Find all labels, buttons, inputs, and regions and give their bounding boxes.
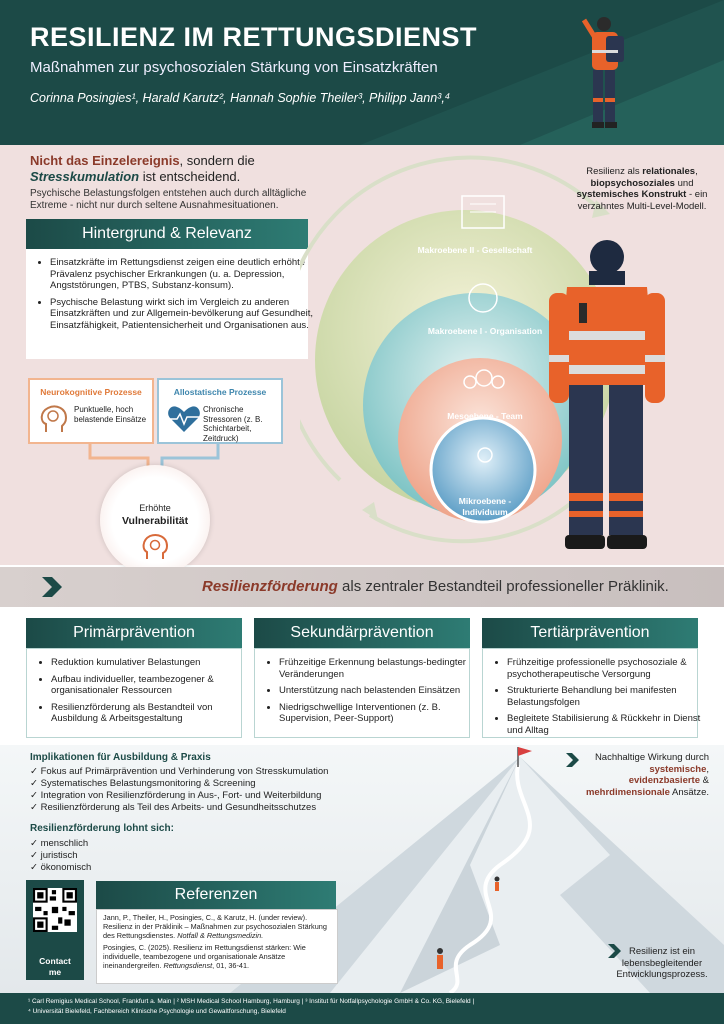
neurokognitive-title: Neurokognitive Prozesse <box>40 387 142 397</box>
ref-part: Posingies, C. (2025). Resilienz im Rettungsdienst stärken: Wie individuelle, teambezogene und organisationale Ansätze ineinandergreifen. <box>103 943 306 970</box>
level-makro2: Makroebene II - Gesellschaft <box>417 245 533 255</box>
secondary-box <box>254 648 470 738</box>
nachhaltig-part: systemische <box>649 763 707 775</box>
list-item: • Reduktion kumulativer Belastungen <box>51 657 247 669</box>
secondary-list <box>265 657 475 730</box>
banner-text <box>202 578 669 595</box>
list-item: • Strukturierte Behandlung bei manifesten Belastungsfolgen <box>507 685 703 708</box>
construct-part: - ein verzahntes Multi-Level-Modell. <box>577 189 708 212</box>
level-mikro-b: Individuum <box>462 507 508 517</box>
nachhaltig-part: , <box>706 763 709 775</box>
hintergrund-list <box>36 257 316 336</box>
list-item: ✓ Resilienzförderung als Teil des Arbeits- und Gesundheitsschutzes <box>30 802 328 814</box>
neurokognitive-box <box>28 378 154 444</box>
vulnerability-title: Vulnerabilität <box>121 515 189 527</box>
heartbeat-icon <box>167 404 201 434</box>
chevron-right-icon <box>42 577 64 597</box>
reference-2 <box>103 943 331 970</box>
list-item: • Unterstützung nach belastenden Einsätzen <box>279 685 475 697</box>
implications-title: Implikationen für Ausbildung & Praxis <box>30 752 211 763</box>
construct-text <box>574 166 710 212</box>
list-item: ✓ Fokus auf Primärprävention und Verhinderung von Stresskumulation <box>30 766 328 778</box>
footer <box>0 993 724 1024</box>
list-item: • Frühzeitige professionelle psychosoziale & psychotherapeutische Versorgung <box>507 657 703 680</box>
construct-part: Resilienz als <box>586 166 643 177</box>
hintergrund-heading: Hintergrund & Relevanz <box>26 219 308 249</box>
allostatische-box <box>157 378 283 444</box>
list-item: • Niedrigschwellige Interventionen (z. B. Supervision, Peer-Support) <box>279 702 475 725</box>
authors: Corinna Posingies¹, Harald Karutz², Hannah Sophie Theiler³, Philipp Jann³,⁴ <box>30 91 451 105</box>
poster-title: RESILIENZ IM RETTUNGSDIENST <box>30 22 478 52</box>
level-meso: Mesoebene - Team <box>447 411 523 421</box>
contact-line: me <box>48 967 62 977</box>
list-item: • Begleitete Stabilisierung & Rückkehr in Dienst und Alltag <box>507 713 703 736</box>
construct-part: systemisches Konstrukt <box>576 189 687 200</box>
tertiary-heading: Tertiärprävention <box>482 618 698 648</box>
list-item: ✓ Systematisches Belastungsmonitoring & Screening <box>30 778 328 790</box>
lohnt-title: Resilienzförderung lohnt sich: <box>30 823 174 834</box>
nachhaltig-part: Nachhaltige Wirkung durch <box>594 752 709 763</box>
nachhaltig-part: evidenzbasierte <box>628 775 701 786</box>
construct-part: biopsychosoziales <box>590 177 675 189</box>
ref-part: Rettungsdienst <box>163 961 213 970</box>
list-item: • Psychische Belastung wirkt sich im Vergleich zu anderen Einsatzkräften und zur Allgemein-bevölkerung auf Gesundheit, Einsatzfähigkeit, Patientensicherheit und Organisationen aus. <box>50 297 316 332</box>
construct-part: , <box>695 166 698 177</box>
paramedic-figure-icon <box>582 14 630 136</box>
footer-affiliations: ⁴ Universität Bielefeld, Fachbereich Klinische Psychologie und Gewaltforschung, Bielefeld <box>28 1008 286 1015</box>
list-item: • Einsatzkräfte im Rettungsdienst zeigen eine deutlich erhöhte Prävalenz psychischer Erkrankungen (u. a. Depression, Angststörungen, PTBS, Substanz-konsum). <box>50 257 316 292</box>
intro-lead <box>30 153 310 185</box>
allostatische-title: Allostatische Prozesse <box>173 387 267 397</box>
secondary-heading: Sekundärprävention <box>254 618 470 648</box>
nachhaltig-part: Ansätze. <box>669 786 709 798</box>
contact-line: Contact <box>39 956 71 966</box>
ref-part: , 01, 36-41. <box>212 961 250 970</box>
chevron-right-icon <box>566 753 580 767</box>
qr-code-icon[interactable] <box>33 888 77 932</box>
reference-1 <box>103 913 331 940</box>
neurokognitive-desc: Punktuelle, hoch belastende Einsätze <box>74 405 147 424</box>
list-item: ✓ menschlich <box>30 838 91 850</box>
contact-label[interactable] <box>26 956 84 978</box>
nachhaltig-text <box>583 752 709 798</box>
nachhaltig-part: & <box>700 775 709 786</box>
primary-heading: Primärprävention <box>26 618 242 648</box>
list-item: • Frühzeitige Erkennung belastungs-bedingter Veränderungen <box>279 657 475 680</box>
allostatische-desc: Chronische Stressoren (z. B. Schichtarbeit, Zeitdruck) <box>203 405 263 443</box>
brain-head-icon <box>38 404 68 434</box>
level-mikro-a: Mikroebene - <box>458 496 512 506</box>
list-item: ✓ juristisch <box>30 850 91 862</box>
list-item: • Resilienzförderung als Bestandteil von Ausbildung & Arbeitsgestaltung <box>51 702 247 725</box>
paramedic-figure-icon <box>545 235 670 555</box>
construct-part: relationales <box>642 166 696 177</box>
vulnerability-label: Erhöhte <box>139 503 171 513</box>
construct-part: und <box>674 177 694 189</box>
banner-bold: Resilienzförderung <box>202 578 338 595</box>
list-item: • Aufbau individueller, teambezogener & organisationaler Ressourcen <box>51 674 247 697</box>
ref-part: Notfall & Rettungsmedizin. <box>177 931 264 940</box>
brain-icon <box>141 533 169 561</box>
ref-part: Jann, P., Theiler, H., Posingies, C., & Karutz, H. (under review). Resilienz in der Präklinik – Maßnahmen zur psychosozialen Stärkung des Rettungsdienstes. <box>103 913 327 940</box>
primary-list <box>37 657 247 730</box>
implications-list <box>30 766 328 814</box>
intro-text: Psychische Belastungsfolgen entstehen auch durch alltägliche Extreme - nicht nur durch seltene Ausnahmesituationen. <box>30 188 307 211</box>
level-makro1: Makroebene I - Organisation <box>427 326 543 336</box>
nachhaltig-part: mehrdimensionale <box>585 786 670 798</box>
primary-box <box>26 648 242 738</box>
lifelong-text: Resilienz ist ein lebensbegleitender Entwicklungsprozess. <box>616 946 708 980</box>
intro-lead-part: ist entscheidend. <box>139 169 241 184</box>
references-box <box>96 909 338 984</box>
intro-lead-part: , sondern die <box>179 153 255 168</box>
list-item: ✓ Integration von Resilienzförderung in Aus-, Fort- und Weiterbildung <box>30 790 328 802</box>
tertiary-box <box>482 648 701 738</box>
tertiary-list <box>493 657 703 741</box>
poster-subtitle: Maßnahmen zur psychosozialen Stärkung von Einsatzkräften <box>30 59 438 76</box>
lohnt-list <box>30 838 91 874</box>
list-item: ✓ ökonomisch <box>30 862 91 874</box>
footer-affiliations: ¹ Carl Remigius Medical School, Frankfurt a. Main | ² MSH Medical School Hamburg, Hamburg | ³ Institut für Notfallpsychologie GmbH & Co. KG, Bielefeld | <box>28 998 475 1005</box>
references-heading: Referenzen <box>96 881 336 909</box>
banner-rest: als zentraler Bestandteil professioneller Präklinik. <box>337 578 669 595</box>
intro-lead-part: Stresskumulation <box>30 169 140 184</box>
intro-lead-part: Nicht das Einzelereignis <box>30 153 180 168</box>
